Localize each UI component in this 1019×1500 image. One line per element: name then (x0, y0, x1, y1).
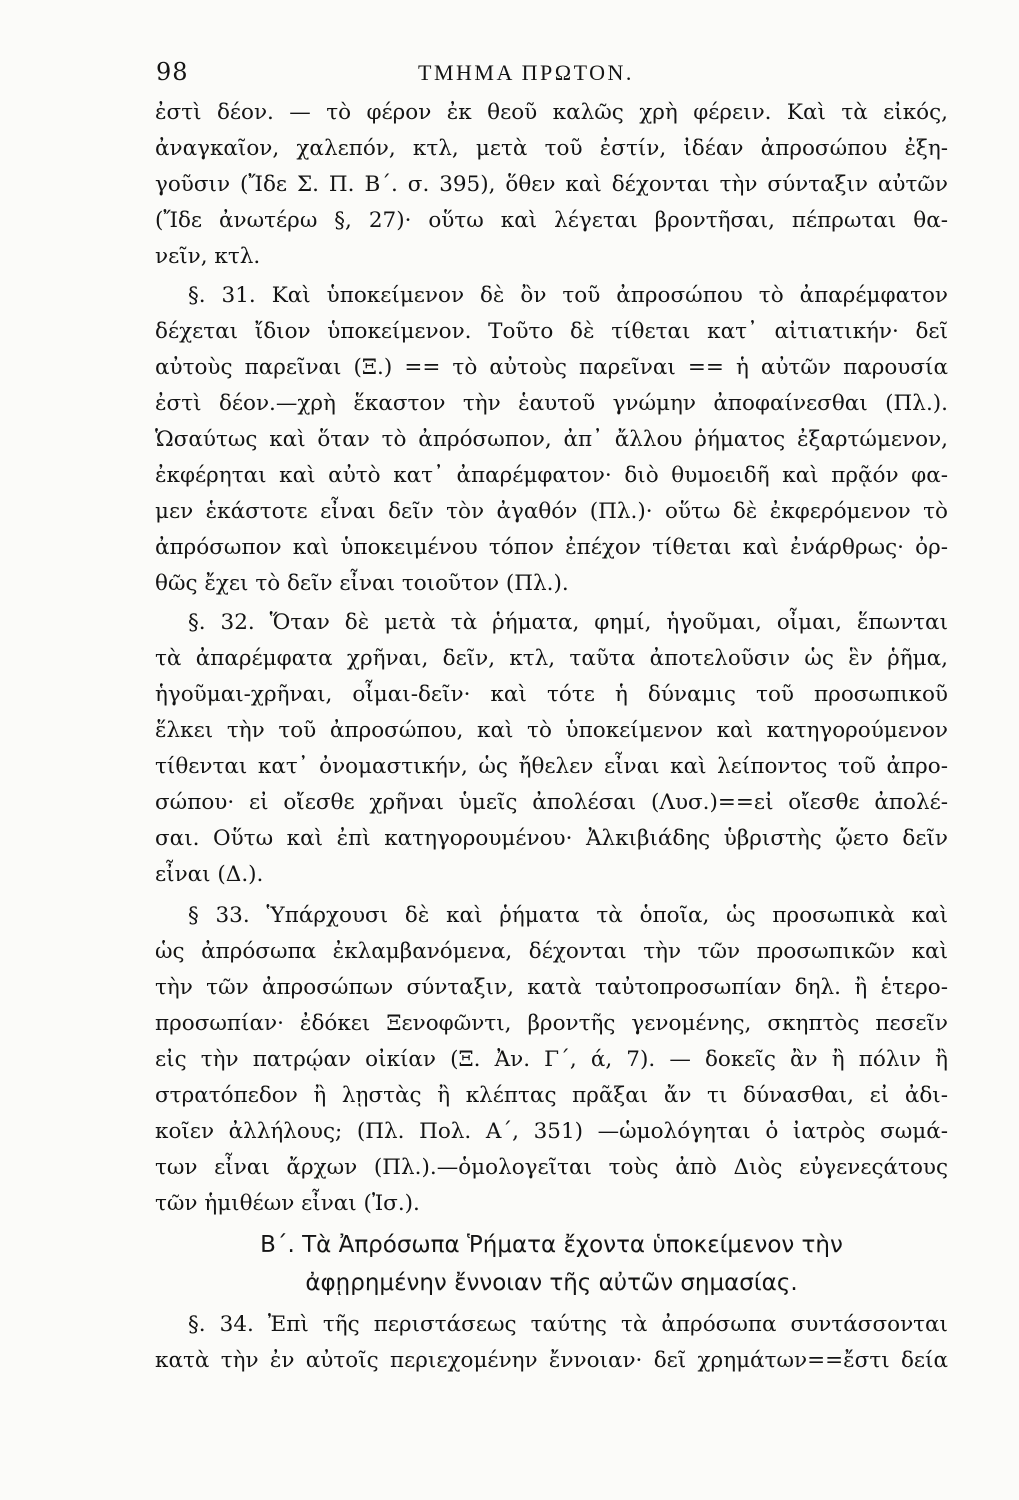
text-line: των εἶναι ἄρχων (Πλ.).—ὁμολογεῖται τοὺς ἀπὸ Διὸς εὐγενεςάτους (155, 1155, 948, 1180)
text-line: Ὡσαύτως καὶ ὅταν τὸ ἀπρόσωπον, ἀπ᾿ ἄλλου ῥήματος ἐξαρτώμενον, (155, 427, 948, 452)
text-line: τὴν τῶν ἀπροσώπων σύνταξιν, κατὰ ταὐτοπροσωπίαν δηλ. ἢ ἑτερο- (155, 975, 948, 1000)
text-line: κοῖεν ἀλλήλους; (Πλ. Πολ. Α΄, 351) —ὡμολόγηται ὁ ἰατρὸς σωμά- (155, 1119, 948, 1144)
page-header (0, 58, 1019, 92)
text-line: ἕλκει τὴν τοῦ ἀπροσώπου, καὶ τὸ ὑποκείμενον καὶ κατηγορούμενον (155, 718, 948, 743)
text-line: εἶναι (Δ.). (155, 862, 264, 887)
text-line: (Ἴδε ἀνωτέρω §, 27)· οὕτω καὶ λέγεται βροντῆσαι, πέπρωται θα- (155, 208, 948, 233)
running-head: ΤΜΗΜΑ ΠΡΩΤΟΝ. (418, 60, 634, 85)
text-line: θῶς ἔχει τὸ δεῖν εἶναι τοιοῦτον (Πλ.). (155, 571, 569, 596)
paragraph-start-33: § 33. Ὑπάρχουσι δὲ καὶ ῥήματα τὰ ὁποῖα, ὡς προσωπικὰ καὶ (188, 903, 948, 928)
text-line: κατὰ τὴν ἐν αὐτοῖς περιεχομένην ἔννοιαν· δεῖ χρημάτων==ἔστι δεία (155, 1348, 948, 1373)
text-line: ἀπρόσωπον καὶ ὑποκειμένου τόπον ἐπέχον τίθεται καὶ ἐνάρθρως· ὀρ- (155, 535, 948, 560)
text-line: ἐστὶ δέον.—χρὴ ἕκαστον τὴν ἑαυτοῦ γνώμην ἀποφαίνεσθαι (Πλ.). (155, 391, 948, 416)
text-line: ἐκφέρηται καὶ αὐτὸ κατ᾿ ἀπαρέμφατον· διὸ θυμοειδῆ καὶ πρᾷόν φα- (155, 463, 948, 488)
paragraph-start-34: §. 34. Ἐπὶ τῆς περιστάσεως ταύτης τὰ ἀπρόσωπα συντάσσονται (188, 1312, 948, 1337)
text-line: ἀναγκαῖον, χαλεπόν, κτλ, μετὰ τοῦ ἐστίν, ἰδέαν ἀπροσώπου ἐξη- (155, 136, 948, 161)
section-heading: ἀφῃρημένην ἔννοιαν τῆς αὐτῶν σημασίας. (305, 1270, 798, 1296)
text-line: σαι. Οὕτω καὶ ἐπὶ κατηγορουμένου· Ἀλκιβιάδης ὑβριστὴς ᾤετο δεῖν (155, 826, 948, 851)
page-number: 98 (156, 58, 189, 86)
text-line: σώπου· εἰ οἴεσθε χρῆναι ὑμεῖς ἀπολέσαι (Λυσ.)==εἰ οἴεσθε ἀπολέ- (155, 790, 948, 815)
text-line: ἐστὶ δέον. — τὸ φέρον ἐκ θεοῦ καλῶς χρὴ φέρειν. Καὶ τὰ εἰκός, (155, 100, 948, 125)
text-line: γοῦσιν (Ἴδε Σ. Π. Β΄. σ. 395), ὅθεν καὶ δέχονται τὴν σύνταξιν αὐτῶν (155, 172, 948, 197)
text-line: στρατόπεδον ἢ λῃστὰς ἢ κλέπτας πρᾶξαι ἄν τι δύνασθαι, εἰ ἀδι- (155, 1083, 948, 1108)
section-heading: Β΄. Τὰ Ἀπρόσωπα Ῥήματα ἔχοντα ὑποκείμενον τὴν (260, 1232, 843, 1258)
paragraph-start-31: §. 31. Καὶ ὑποκείμενον δὲ ὂν τοῦ ἀπροσώπου τὸ ἀπαρέμφατον (188, 283, 948, 308)
text-line: νεῖν, κτλ. (155, 244, 261, 269)
text-line: αὐτοὺς παρεῖναι (Ξ.) == τὸ αὐτοὺς παρεῖναι == ἡ αὐτῶν παρουσία (155, 355, 948, 380)
text-line: τῶν ἡμιθέων εἶναι (Ἰσ.). (155, 1191, 420, 1216)
text-line: προσωπίαν· ἐδόκει Ξενοφῶντι, βροντῆς γενομένης, σκηπτὸς πεσεῖν (155, 1011, 948, 1036)
text-line: ὡς ἀπρόσωπα ἐκλαμβανόμενα, δέχονται τὴν τῶν προσωπικῶν καὶ (155, 939, 948, 964)
text-line: τίθενται κατ᾿ ὀνομαστικήν, ὡς ἤθελεν εἶναι καὶ λείποντος τοῦ ἀπρο- (155, 754, 948, 779)
text-line: μεν ἑκάστοτε εἶναι δεῖν τὸν ἀγαθόν (Πλ.)· οὕτω δὲ ἐκφερόμενον τὸ (155, 499, 948, 524)
paragraph-start-32: §. 32. Ὅταν δὲ μετὰ τὰ ῥήματα, φημί, ἡγοῦμαι, οἶμαι, ἕπωνται (188, 610, 948, 635)
text-line: ἡγοῦμαι-χρῆναι, οἶμαι-δεῖν· καὶ τότε ἡ δύναμις τοῦ προσωπικοῦ (155, 682, 948, 707)
text-line: τὰ ἀπαρέμφατα χρῆναι, δεῖν, κτλ, ταῦτα ἀποτελοῦσιν ὡς ἓν ῥῆμα, (155, 646, 948, 671)
text-line: δέχεται ἴδιον ὑποκείμενον. Τοῦτο δὲ τίθεται κατ᾿ αἰτιατικήν· δεῖ (155, 319, 948, 344)
text-line: εἰς τὴν πατρῴαν οἰκίαν (Ξ. Ἀν. Γ΄, ά, 7). — δοκεῖς ἂν ἢ πόλιν ἢ (155, 1047, 948, 1072)
